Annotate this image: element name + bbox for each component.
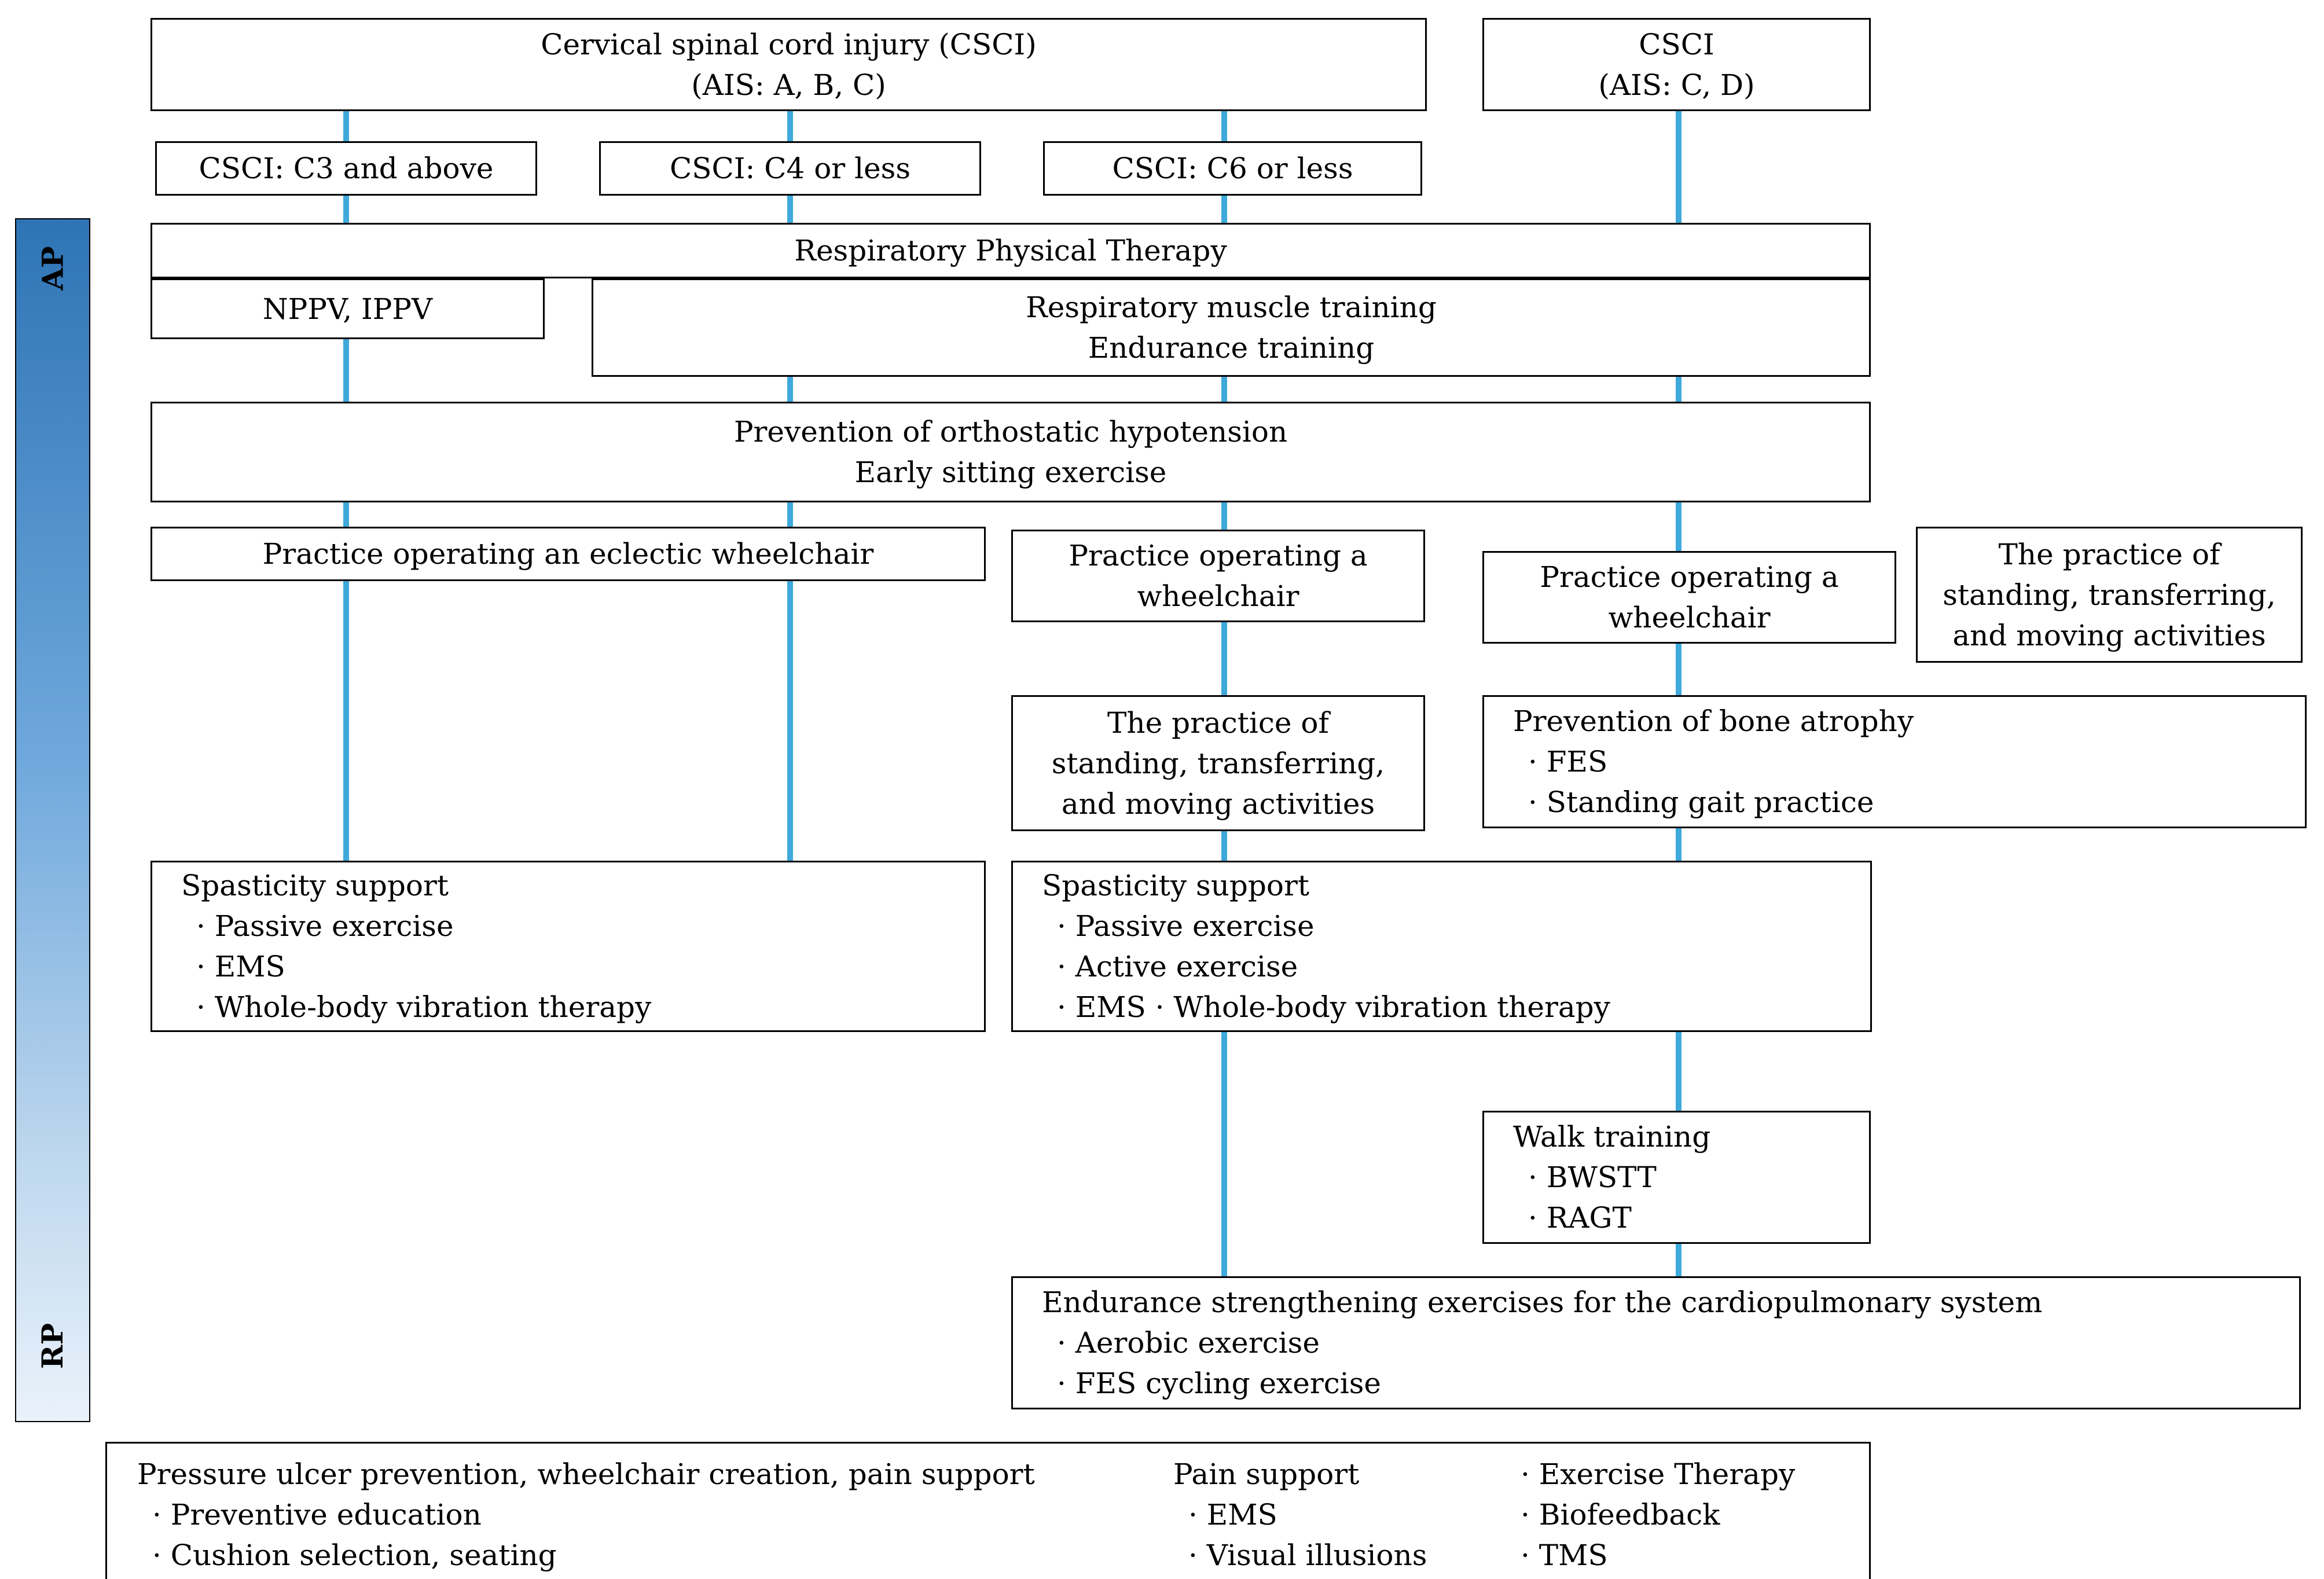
column-title: Pain support (1173, 1457, 1360, 1491)
box-title: Spasticity support (181, 869, 449, 902)
bullet-item: · Active exercise (1057, 950, 1298, 983)
box-spasticity-support-left (150, 861, 986, 1032)
phase-gradient-bar (15, 218, 90, 1422)
box-text-line: wheelchair (1608, 601, 1771, 634)
pain-support-column (1173, 1454, 1521, 1576)
therapy-column (1521, 1454, 1857, 1576)
box-text-line: and moving activities (1061, 787, 1375, 821)
phase-label-ap: AP (35, 246, 70, 291)
bullet-item: · Visual illusions (1188, 1538, 1427, 1572)
box-electric-wheelchair-practice (150, 527, 986, 581)
box-text-line: CSCI (1639, 27, 1714, 61)
box-text-line: Prevention of orthostatic hypotension (733, 415, 1288, 449)
bullet-item: · Whole-body vibration therapy (196, 990, 652, 1024)
box-respiratory-physical-therapy (150, 223, 1871, 278)
box-text-line: Practice operating an eclectic wheelchair (262, 537, 874, 571)
box-bone-atrophy-prevention (1482, 695, 2307, 828)
box-text-line: CSCI: C3 and above (199, 152, 494, 185)
bullet-item: · EMS (196, 950, 285, 983)
phase-label-rp: RP (35, 1323, 70, 1369)
bullet-item: · Standing gait practice (1528, 785, 1874, 819)
box-text-line: wheelchair (1137, 579, 1299, 613)
box-text-line: Cervical spinal cord injury (CSCI) (541, 27, 1037, 61)
bullet-item: · EMS (1188, 1498, 1277, 1532)
box-support-row (105, 1442, 1871, 1579)
box-csci-c3-and-above (155, 141, 537, 196)
box-wheelchair-practice-right (1482, 551, 1896, 644)
bullet-item: · Exercise Therapy (1521, 1457, 1796, 1491)
box-text-line: Early sitting exercise (854, 456, 1167, 489)
bullet-item: · EMS · Whole-body vibration therapy (1057, 990, 1610, 1024)
box-text-line: (AIS: A, B, C) (691, 68, 886, 102)
box-text-line: CSCI: C6 or less (1112, 152, 1353, 185)
box-text-line: (AIS: C, D) (1598, 68, 1755, 102)
box-text-line: Respiratory muscle training (1026, 291, 1437, 324)
bullet-item: · Aerobic exercise (1057, 1326, 1320, 1360)
box-text-line: Practice operating a (1540, 560, 1839, 594)
bullet-item: · Cushion selection, seating (152, 1538, 557, 1572)
box-text-line: Practice operating a (1069, 539, 1368, 572)
box-title: Spasticity support (1042, 869, 1310, 902)
box-title: Endurance strengthening exercises for the cardiopulmonary system (1042, 1286, 2043, 1319)
box-walk-training (1482, 1111, 1871, 1244)
box-csci-ais-cd (1482, 18, 1871, 111)
box-csci-c6-or-less (1043, 141, 1422, 196)
bullet-item: · Preventive education (152, 1498, 482, 1532)
bullet-item: · Passive exercise (1057, 909, 1315, 943)
box-title: Prevention of bone atrophy (1513, 704, 1914, 738)
box-text-line: standing, transferring, (1943, 578, 2276, 612)
box-text-line: CSCI: C4 or less (669, 152, 910, 185)
box-title: Walk training (1513, 1120, 1711, 1154)
box-standing-transferring-right (1916, 527, 2303, 663)
box-respiratory-muscle-training (592, 278, 1871, 377)
box-orthostatic-hypotension-prevention (150, 402, 1871, 502)
box-text-line: The practice of (1107, 706, 1329, 740)
box-csci-c4-or-less (599, 141, 981, 196)
pressure-ulcer-column (137, 1454, 1173, 1576)
box-text-line: NPPV, IPPV (262, 292, 433, 326)
bullet-item: · RAGT (1528, 1201, 1632, 1235)
box-text-line: Respiratory Physical Therapy (794, 234, 1227, 267)
box-text-line: and moving activities (1952, 618, 2266, 652)
box-standing-transferring-mid (1011, 695, 1425, 831)
bullet-item: · FES (1528, 745, 1608, 779)
box-spasticity-support-mid (1011, 861, 1872, 1032)
box-text-line: Endurance training (1088, 331, 1375, 365)
box-wheelchair-practice-mid (1011, 530, 1425, 622)
bullet-item: · Passive exercise (196, 909, 454, 943)
box-csci-ais-abc (150, 18, 1427, 111)
box-cardiopulmonary-endurance (1011, 1276, 2301, 1409)
bullet-item: · BWSTT (1528, 1161, 1657, 1194)
bullet-item: · TMS (1521, 1538, 1608, 1572)
box-text-line: standing, transferring, (1051, 746, 1385, 780)
column-title: Pressure ulcer prevention, wheelchair creation, pain support (137, 1457, 1035, 1491)
bullet-item: · FES cycling exercise (1057, 1367, 1381, 1400)
bullet-item: · Biofeedback (1521, 1498, 1720, 1532)
box-nppv-ippv (150, 278, 545, 339)
box-text-line: The practice of (1998, 537, 2220, 571)
